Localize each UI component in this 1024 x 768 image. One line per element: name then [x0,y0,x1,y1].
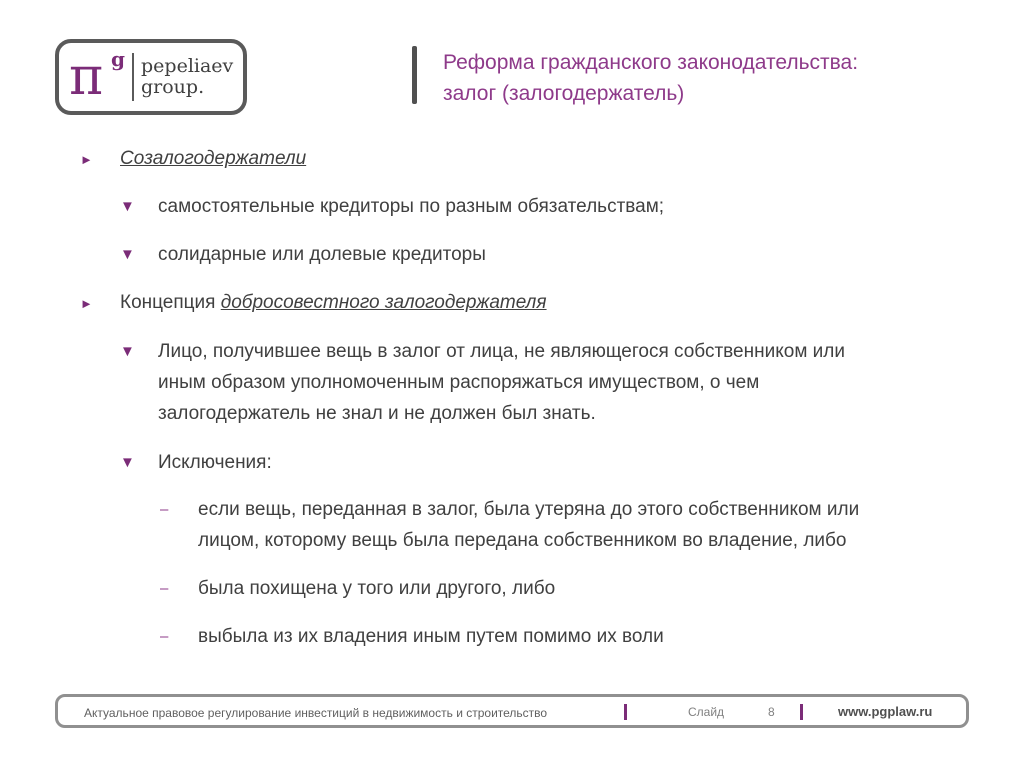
bullet-line: залогодержатель не знал и не должен был знать. [158,403,596,424]
bullet-text: выбыла из их владения иным путем помимо их воли [198,626,664,647]
logo-pi-symbol: π [69,47,104,107]
triangle-right-icon: ► [80,296,93,311]
slide-footer [55,694,969,728]
footer-website-link[interactable]: www.pgplaw.ru [838,704,933,719]
bullet-text: Исключения: [158,452,272,473]
bullet-text: самостоятельные кредиторы по разным обязательствам; [158,196,665,217]
bullet-line: иным образом уполномоченным распоряжаться имуществом, о чем [158,372,760,393]
footer-slide-label: Слайд [688,705,725,719]
footer-divider [800,704,803,720]
bullet-text [198,494,859,556]
bullet-text: Созалогодержатели [120,148,307,169]
footer-slide-number: 8 [768,705,775,719]
bullet-text [158,336,845,429]
slide-title-line-1: Реформа гражданского законодательства: [443,51,859,74]
triangle-right-icon: ► [80,152,93,167]
bullet-text: была похищена у того или другого, либо [198,578,556,599]
bullet-text [120,287,547,318]
triangle-down-icon: ▼ [120,454,135,471]
dash-icon: – [160,501,169,518]
bullet-line: Лицо, получившее вещь в залог от лица, не являющегося собственником или [158,341,845,362]
logo-line-2: group. [141,76,205,98]
triangle-down-icon: ▼ [120,198,135,215]
triangle-down-icon: ▼ [120,343,135,360]
bullet-text: солидарные или долевые кредиторы [158,244,486,265]
dash-icon: – [160,580,169,597]
bullet-emphasis: добросовестного залогодержателя [220,292,547,313]
footer-caption: Актуальное правовое регулирование инвестиций в недвижимость и строительство [84,706,548,720]
bullet-prefix: Концепция [120,292,221,313]
footer-divider [624,704,627,720]
logo-superscript: g [111,47,125,71]
slide-title-line-2: залог (залогодержатель) [443,82,685,105]
triangle-down-icon: ▼ [120,246,135,263]
bullet-line: лицом, которому вещь была передана собственником во владение, либо [198,530,847,551]
bullet-line: если вещь, переданная в залог, была утеряна до этого собственником или [198,499,860,520]
dash-icon: – [160,628,169,645]
logo-line-1: pepeliaev [141,55,234,77]
